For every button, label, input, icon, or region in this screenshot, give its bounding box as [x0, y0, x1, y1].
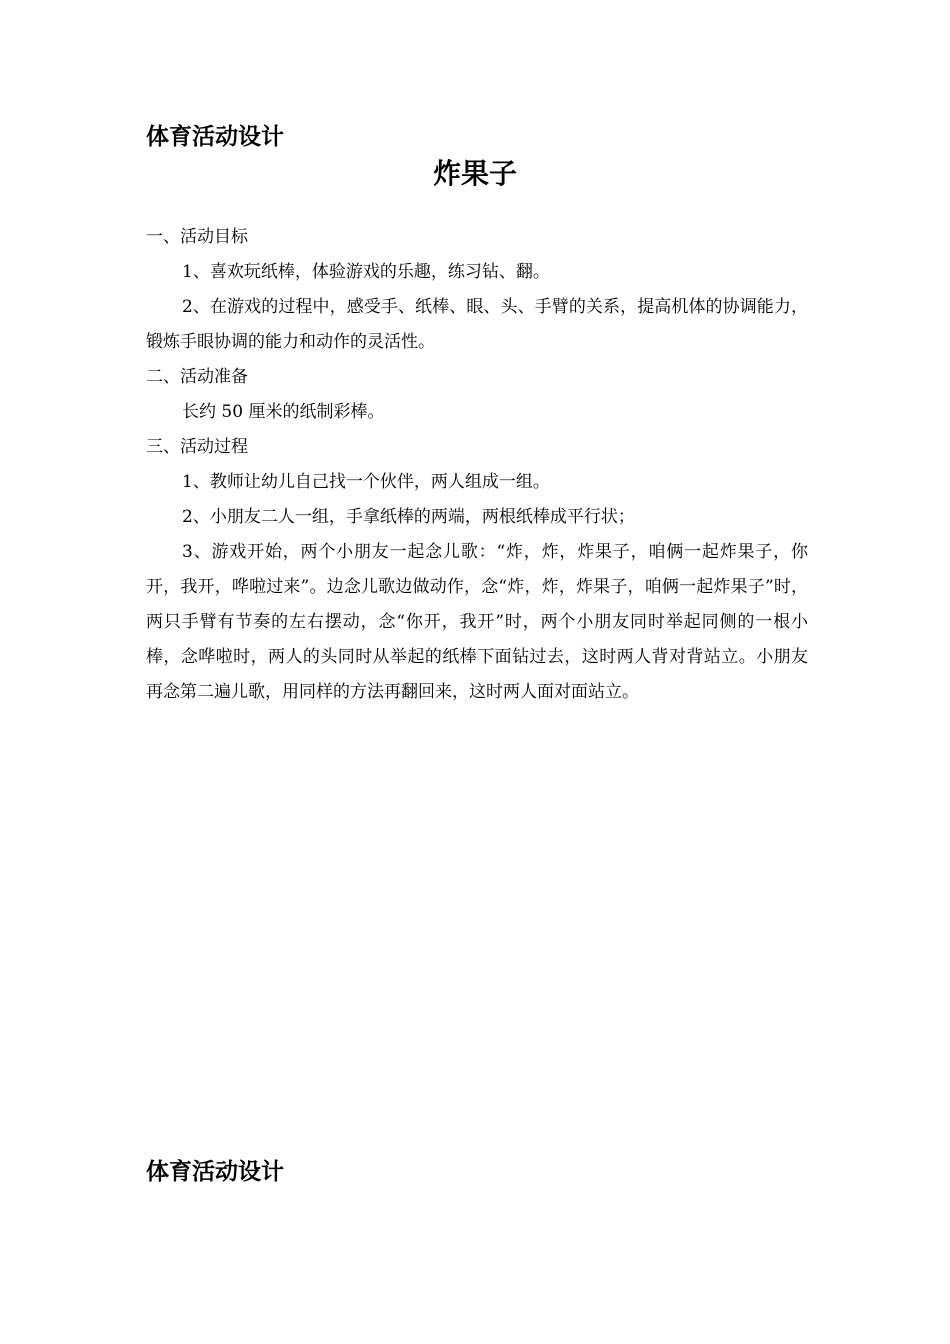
- paragraph-goal-1: 1、喜欢玩纸棒，体验游戏的乐趣，练习钻、翻。: [182, 262, 550, 282]
- paragraph-process-3: 3、游戏开始，两个小朋友一起念儿歌：“炸，炸，炸果子，咱俩一起炸果子，你开，我开，哗啦过来”。边念儿歌边做动作，念“炸，炸，炸果子，咱俩一起炸果子”时，两只手臂有节奏的左右摆动，念“你开，我开”时，两个小朋友同时举起同侧的一根小棒，念哗啦时，两人的头同时从举起的纸棒下面钻过去，这时两人背对背站立。小朋友再念第二遍儿歌，用同样的方法再翻回来，这时两人面对面站立。: [146, 542, 808, 702]
- document-header: 体育活动设计: [146, 124, 284, 150]
- document-body: [146, 220, 808, 710]
- section-heading-preparation: 二、活动准备: [146, 367, 248, 387]
- next-page-header: 体育活动设计: [146, 1159, 284, 1185]
- section-heading-process: 三、活动过程: [146, 437, 248, 457]
- section-heading-goals: 一、活动目标: [146, 227, 248, 247]
- paragraph-goal-2: 2、在游戏的过程中，感受手、纸棒、眼、头、手臂的关系，提高机体的协调能力，锻炼手眼协调的能力和动作的灵活性。: [146, 297, 808, 352]
- document-title: 炸果子: [432, 157, 517, 190]
- paragraph-preparation-1: 长约 50 厘米的纸制彩棒。: [182, 402, 385, 422]
- paragraph-process-2: 2、小朋友二人一组，手拿纸棒的两端，两根纸棒成平行状；: [182, 507, 635, 527]
- paragraph-process-1: 1、教师让幼儿自己找一个伙伴，两人组成一组。: [182, 472, 550, 492]
